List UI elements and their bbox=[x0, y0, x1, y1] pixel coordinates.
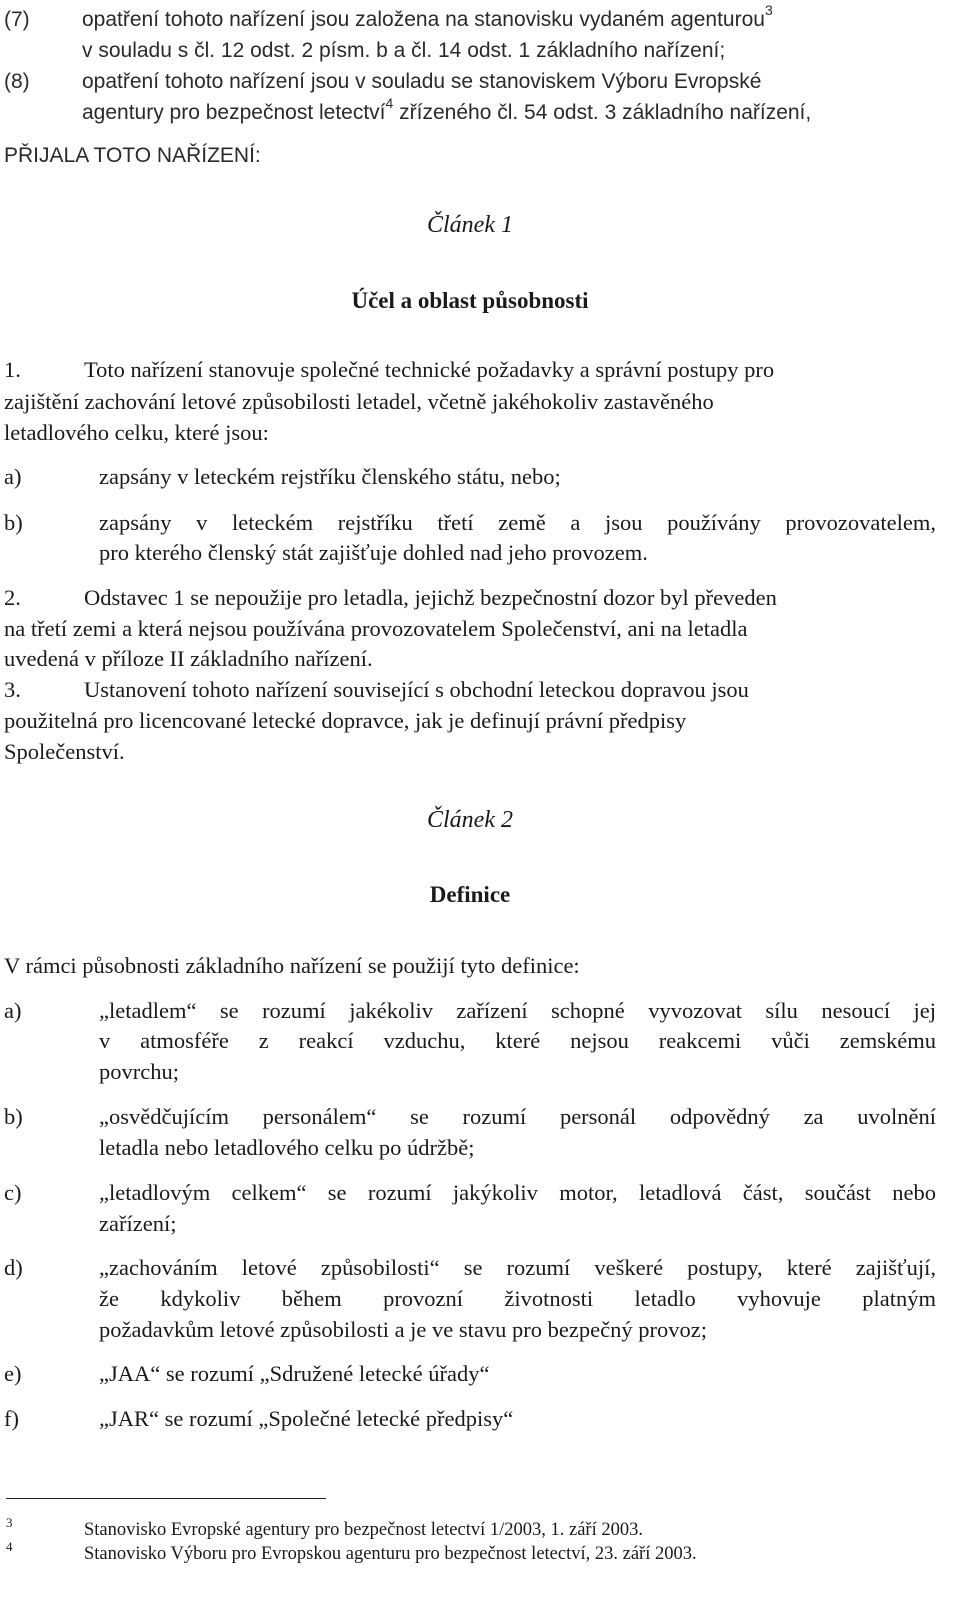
footnote-ref-4: 4 bbox=[385, 95, 394, 111]
definition-b-line-1: „osvědčujícím personálem“ se rozumí personál odpovědný za uvolnění bbox=[99, 1104, 936, 1129]
paragraph-3-line-2: použitelná pro licencované letecké dopravce, jak je definují právní předpisy bbox=[4, 708, 687, 733]
recital-8-number: (8) bbox=[4, 70, 30, 93]
paragraph-2-number: 2. bbox=[4, 585, 21, 610]
recital-8-text-a: agentury pro bezpečnost letectví bbox=[82, 101, 386, 124]
item-a-label: a) bbox=[4, 464, 22, 489]
paragraph-2-line-3: uvedená v příloze II základního nařízení. bbox=[4, 646, 373, 671]
definition-c-line-2: zařízení; bbox=[99, 1211, 177, 1236]
article-1-title: Účel a oblast působnosti bbox=[351, 288, 589, 313]
article-2-heading: Článek 2 bbox=[427, 807, 513, 833]
adoption-statement: PŘIJALA TOTO NAŘÍZENÍ: bbox=[4, 144, 261, 167]
footnote-separator bbox=[6, 1498, 326, 1499]
paragraph-1-line-3: letadlového celku, které jsou: bbox=[4, 420, 269, 445]
definition-e-text: „JAA“ se rozumí „Sdružené letecké úřady“ bbox=[99, 1361, 490, 1386]
definition-d-line-2: že kdykoliv během provozní životnosti letadlo vyhovuje platným bbox=[99, 1286, 936, 1311]
article-1-heading: Článek 1 bbox=[427, 212, 513, 238]
definition-a-line-3: povrchu; bbox=[99, 1059, 179, 1084]
recital-7-text: opatření tohoto nařízení jsou založena na stanovisku vydaném agenturou bbox=[82, 8, 765, 31]
footnote-3-number: 3 bbox=[6, 1515, 13, 1530]
definition-f-label: f) bbox=[4, 1406, 19, 1431]
recital-7-line-1 bbox=[82, 4, 773, 35]
definition-b-label: b) bbox=[4, 1104, 23, 1129]
definition-d-label: d) bbox=[4, 1255, 23, 1280]
definition-b-line-2: letadla nebo letadlového celku po údržbě; bbox=[99, 1135, 475, 1160]
paragraph-3-line-1: Ustanovení tohoto nařízení související s obchodní leteckou dopravou jsou bbox=[84, 677, 749, 702]
item-b-label: b) bbox=[4, 510, 23, 535]
definitions-intro: V rámci působnosti základního nařízení se použijí tyto definice: bbox=[4, 953, 580, 978]
paragraph-3-number: 3. bbox=[4, 677, 21, 702]
recital-8-line-2 bbox=[82, 97, 811, 128]
item-b-line-1: zapsány v leteckém rejstříku třetí země a jsou používány provozovatelem, bbox=[99, 510, 936, 535]
recital-8-text-b: zřízeného čl. 54 odst. 3 základního nařízení, bbox=[393, 101, 812, 124]
footnote-ref-3: 3 bbox=[764, 2, 773, 18]
paragraph-2-line-1: Odstavec 1 se nepoužije pro letadla, jejichž bezpečnostní dozor byl převeden bbox=[84, 585, 777, 610]
definition-e-label: e) bbox=[4, 1361, 22, 1386]
definition-c-line-1: „letadlovým celkem“ se rozumí jakýkoliv motor, letadlová část, součást nebo bbox=[99, 1180, 936, 1205]
paragraph-3-line-3: Společenství. bbox=[4, 739, 125, 764]
definition-a-label: a) bbox=[4, 998, 22, 1023]
definition-a-line-1: „letadlem“ se rozumí jakékoliv zařízení schopné vyvozovat sílu nesoucí jej bbox=[99, 998, 936, 1023]
recital-7-number: (7) bbox=[4, 8, 30, 31]
item-b-line-2: pro kterého členský stát zajišťuje dohled nad jeho provozem. bbox=[99, 540, 648, 565]
definition-d-line-1: „zachováním letové způsobilosti“ se rozumí veškeré postupy, které zajišťují, bbox=[99, 1255, 936, 1280]
article-2-title: Definice bbox=[429, 882, 511, 907]
paragraph-1-number: 1. bbox=[4, 357, 21, 382]
paragraph-1-line-2: zajištění zachování letové způsobilosti letadel, včetně jakéhokoliv zastavěného bbox=[4, 389, 714, 414]
recital-7-line-2: v souladu s čl. 12 odst. 2 písm. b a čl. 14 odst. 1 základního nařízení; bbox=[82, 39, 726, 62]
item-a-text: zapsány v leteckém rejstříku členského státu, nebo; bbox=[99, 464, 561, 489]
definition-a-line-2: v atmosféře z reakcí vzduchu, které nejsou reakcemi vůči zemskému bbox=[99, 1028, 936, 1053]
definition-d-line-3: požadavkům letové způsobilosti a je ve stavu pro bezpečný provoz; bbox=[99, 1317, 707, 1342]
definition-c-label: c) bbox=[4, 1180, 22, 1205]
paragraph-2-line-2: na třetí zemi a která nejsou používána provozovatelem Společenství, ani na letadla bbox=[4, 616, 748, 641]
recital-8-line-1: opatření tohoto nařízení jsou v souladu se stanoviskem Výboru Evropské bbox=[82, 70, 762, 93]
definition-f-text: „JAR“ se rozumí „Společné letecké předpisy“ bbox=[99, 1406, 514, 1431]
footnote-4-number: 4 bbox=[6, 1539, 13, 1554]
footnote-3-text: Stanovisko Evropské agentury pro bezpečnost letectví 1/2003, 1. září 2003. bbox=[84, 1520, 643, 1540]
footnote-4-text: Stanovisko Výboru pro Evropskou agenturu pro bezpečnost letectví, 23. září 2003. bbox=[84, 1544, 697, 1564]
paragraph-1-line-1: Toto nařízení stanovuje společné technické požadavky a správní postupy pro bbox=[84, 357, 775, 382]
